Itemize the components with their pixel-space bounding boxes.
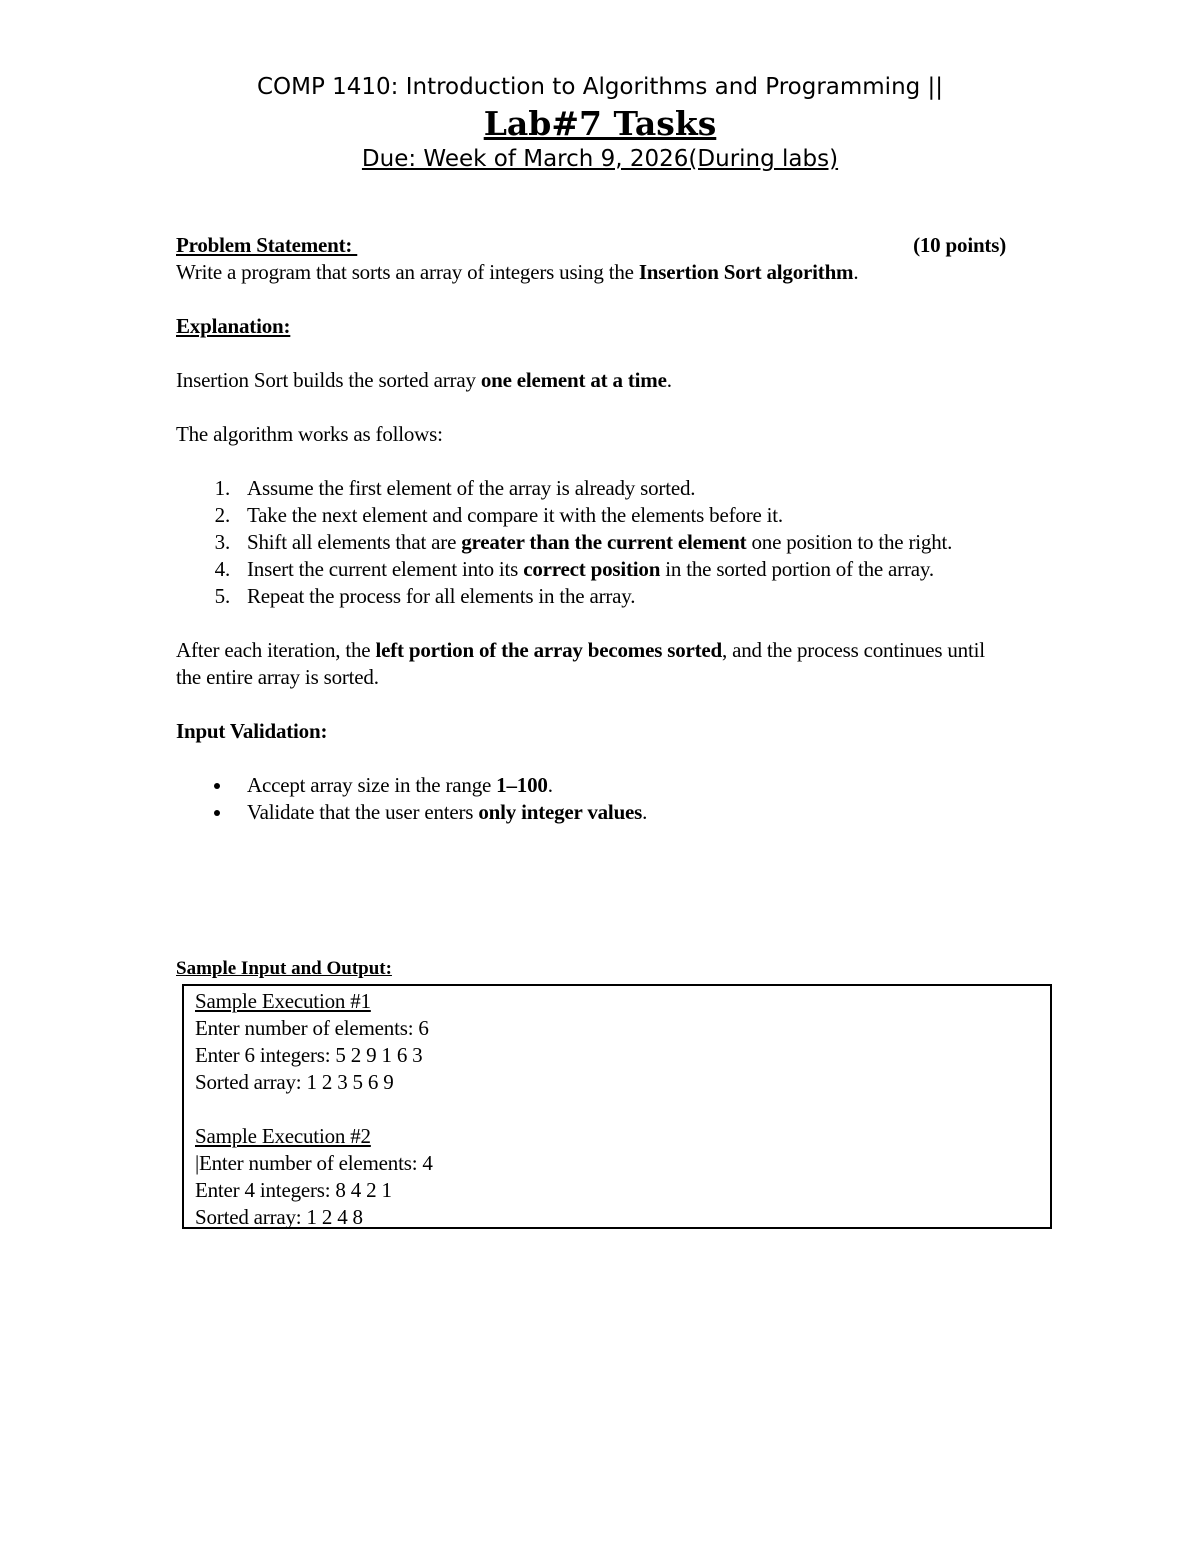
- list-item: Accept array size in the range 1–100.: [176, 772, 1006, 799]
- sample-line: |Enter number of elements: 4: [195, 1151, 433, 1175]
- body-content: [176, 232, 1006, 826]
- list-item: 2. Take the next element and compare it with the elements before it.: [214, 503, 783, 527]
- steps-list: [176, 475, 1006, 610]
- list-item: 3. Shift all elements that are greater than the current element one position to the right.: [214, 530, 953, 554]
- validation-list: [176, 772, 1006, 826]
- problem-text: Write a program that sorts an array of integers using the Insertion Sort algorithm.: [176, 260, 859, 284]
- lab-title: Lab#7 Tasks: [483, 104, 717, 143]
- bullet-icon: [214, 783, 220, 789]
- due-date: Due: Week of March 9, 2026(During labs): [361, 146, 839, 172]
- list-item: 5. Repeat the process for all elements in the array.: [214, 584, 636, 608]
- bullet-icon: [214, 810, 220, 816]
- sample-line: Enter 4 integers: 8 4 2 1: [195, 1178, 392, 1202]
- after-iteration-text: After each iteration, the left portion of the array becomes sorted, and the process continues until the entire array is sorted.: [176, 638, 985, 689]
- course-title: COMP 1410: Introduction to Algorithms and Programming ||: [256, 74, 944, 100]
- problem-heading: Problem Statement:: [176, 233, 358, 257]
- sample-line: Sorted array: 1 2 4 8: [195, 1205, 363, 1229]
- list-item: 4. Insert the current element into its correct position in the sorted portion of the array.: [214, 557, 934, 581]
- sample-line: Enter 6 integers: 5 2 9 1 6 3: [195, 1043, 423, 1067]
- explanation-intro: Insertion Sort builds the sorted array one element at a time.: [176, 368, 672, 392]
- algorithm-intro: The algorithm works as follows:: [176, 422, 443, 446]
- sample-box: [182, 984, 1052, 1229]
- sample-exec1-title: Sample Execution #1: [195, 989, 371, 1013]
- list-item: Validate that the user enters only integer values.: [176, 799, 1006, 826]
- sample-exec2-title: Sample Execution #2: [195, 1124, 371, 1148]
- sample-line: Sorted array: 1 2 3 5 6 9: [195, 1070, 394, 1094]
- sample-line: Enter number of elements: 6: [195, 1016, 429, 1040]
- validation-heading: Input Validation:: [176, 719, 328, 743]
- explanation-heading: Explanation:: [176, 314, 291, 338]
- points-label: (10 points): [913, 233, 1006, 257]
- problem-heading-row: [176, 232, 1006, 259]
- sample-heading: Sample Input and Output:: [176, 958, 392, 979]
- list-item: 1. Assume the first element of the array is already sorted.: [214, 476, 696, 500]
